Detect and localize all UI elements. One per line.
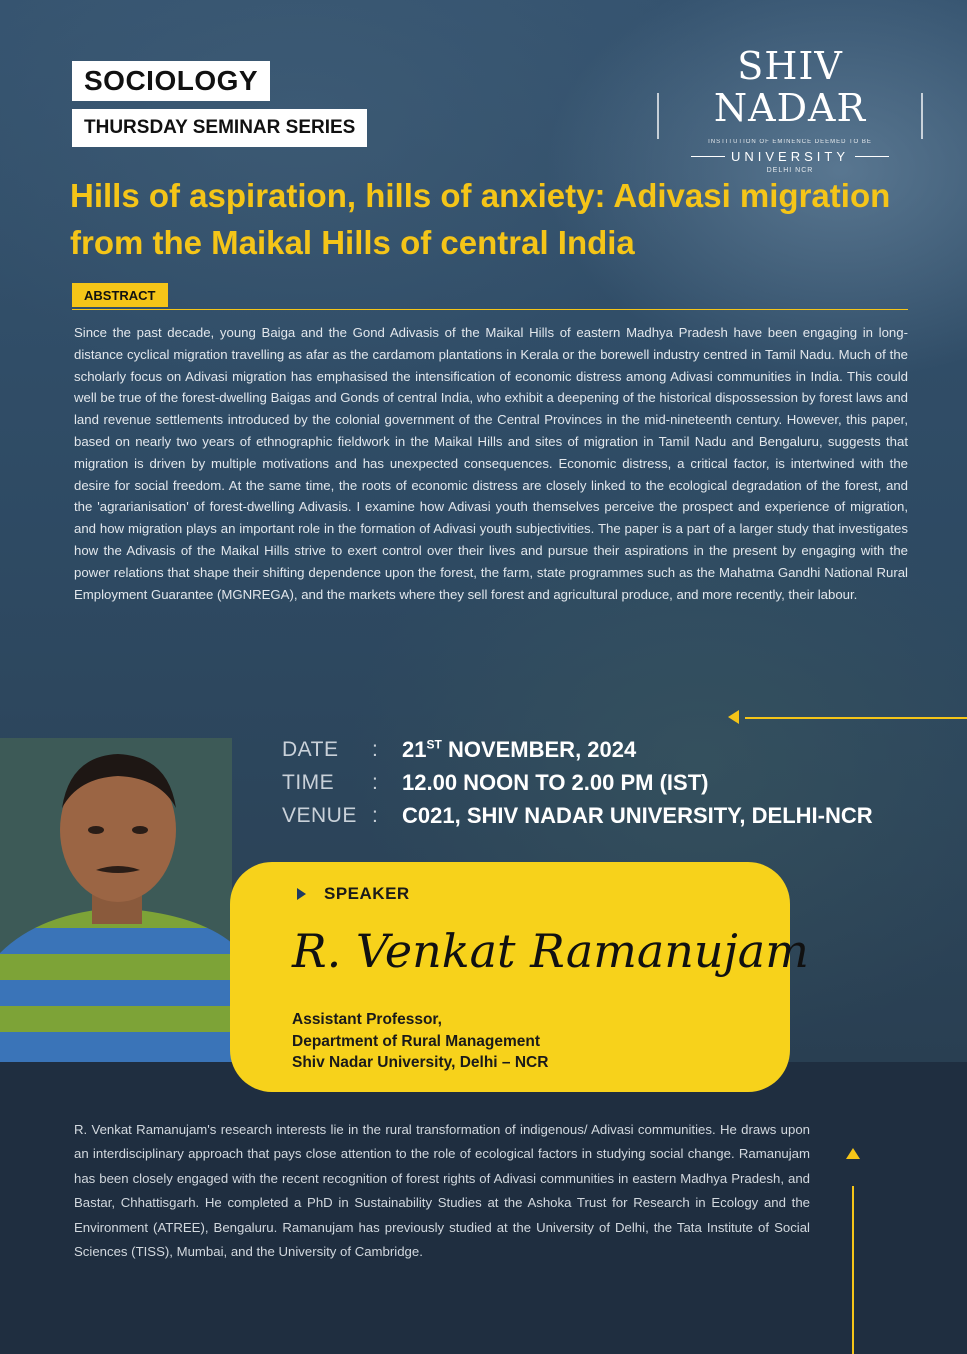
logo-subtitle: INSTITUTION OF EMINENCE DEEMED TO BE [708, 139, 872, 145]
date-row [282, 733, 873, 766]
event-details [282, 733, 873, 832]
logo-university: UNIVERSITY [655, 149, 925, 164]
date-label: DATE [282, 737, 339, 761]
speaker-role-line1: Assistant Professor, [292, 1011, 442, 1028]
speaker-name: R. Venkat Ramanujam [292, 924, 809, 978]
speaker-label: SPEAKER [324, 884, 410, 903]
abstract-divider [72, 309, 908, 310]
abstract-text: Since the past decade, young Baiga and the Gond Adivasis of the Maikal Hills of eastern Madhya Pradesh have been engaging in long-distance cyclical migration travelling as afar as the cardamom plantations in Kerala or the borewell industry centred in Tamil Nadu. Much of the scholarly focus on Adivasi migration has emphasised the intensification of economic distress among Adivasi communities in India. This could well be true of the forest-dwelling Baigas and Gonds of central India, who exhibit a deepening of the historical dispossession by forest laws and land revenue settlements introduced by the colonial government of the Central Provinces in the mid-nineteenth century. However, this paper, based on nearly two years of ethnographic fieldwork in the Maikal Hills and sites of migration in Tamil Nadu and Bengaluru, suggests that migration is driven by multiple motivations and has unexpected consequences. Economic distress, a critical factor, is intertwined with the desire for social freedom. At the same time, the roots of economic distress are closely linked to the ecological degradation of the forest, and the 'agrarianisation' of forest-dwelling Adivasis. I examine how Adivasi youth themselves perceive the prospect and experience of migration, and how migration plays an important role in the formation of Adivasi youth subjectivities. The paper is a part of a larger study that investigates how the Adivasis of the Maikal Hills strive to exert control over their lives and pursue their aspirations in the present by engaging with the power relations that shape their shifting dependence upon the forest, the farm, state programmes such as the Mahatma Gandhi National Rural Employment Guarantee (MGNREGA), and the markets where they sell forest and agricultural produce, and more recently, their labour. [74, 325, 908, 602]
date-value: 21ST NOVEMBER, 2024 [402, 736, 637, 762]
accent-vertical-line [852, 1186, 854, 1354]
abstract-label: ABSTRACT [84, 287, 156, 303]
seminar-title: Hills of aspiration, hills of anxiety: Adivasi migration from the Maikal Hills of central India [70, 177, 891, 261]
speaker-bio: R. Venkat Ramanujam's research interests lie in the rural transformation of indigenous/ Adivasi communities. He draws upon an interdisciplinary approach that pays close attention to the role of ecological factors in studying social change. Ramanujam has been closely engaged with the recent recognition of forest rights of Adivasi communities in eastern Madhya Pradesh, and Bastar, Chhattisgarh. He completed a PhD in Sustainability Studies at the Ashoka Trust for Research in Ecology and the Environment (ATREE), Bengaluru. Ramanujam has previously studied at the University of Delhi, the Tata Institute of Social Sciences (TISS), Mumbai, and the University of Cambridge. [74, 1122, 810, 1260]
logo-name: SHIV NADAR [713, 44, 867, 130]
time-label: TIME [282, 770, 335, 794]
department-label-box [72, 61, 270, 101]
date-separator: : [372, 737, 378, 761]
venue-row [282, 799, 873, 832]
play-icon [297, 888, 306, 900]
abstract-label-box [72, 283, 168, 307]
logo-location: DELHI NCR [766, 167, 814, 174]
time-separator: : [372, 770, 378, 794]
venue-separator: : [372, 803, 378, 827]
speaker-role [292, 1009, 548, 1074]
speaker-tag [297, 884, 410, 904]
venue-label: VENUE [282, 803, 357, 827]
accent-line [745, 717, 967, 719]
logo-right-bar [921, 93, 923, 139]
series-label: THURSDAY SEMINAR SERIES [84, 117, 356, 138]
speaker-role-line2: Department of Rural Management [292, 1032, 541, 1050]
logo-left-bar [657, 93, 659, 139]
series-label-box [72, 109, 367, 147]
speaker-card [230, 862, 809, 1092]
department-label: SOCIOLOGY [84, 65, 259, 96]
speaker-photo [0, 738, 232, 1062]
speaker-role-line3: Shiv Nadar University, Delhi – NCR [292, 1054, 549, 1071]
venue-value: C021, SHIV NADAR UNIVERSITY, DELHI-NCR [402, 802, 873, 828]
university-logo [655, 45, 925, 174]
arrow-up-icon [846, 1148, 860, 1159]
time-value: 12.00 NOON TO 2.00 PM (IST) [402, 769, 709, 795]
time-row [282, 766, 873, 799]
arrow-left-icon [728, 710, 739, 724]
